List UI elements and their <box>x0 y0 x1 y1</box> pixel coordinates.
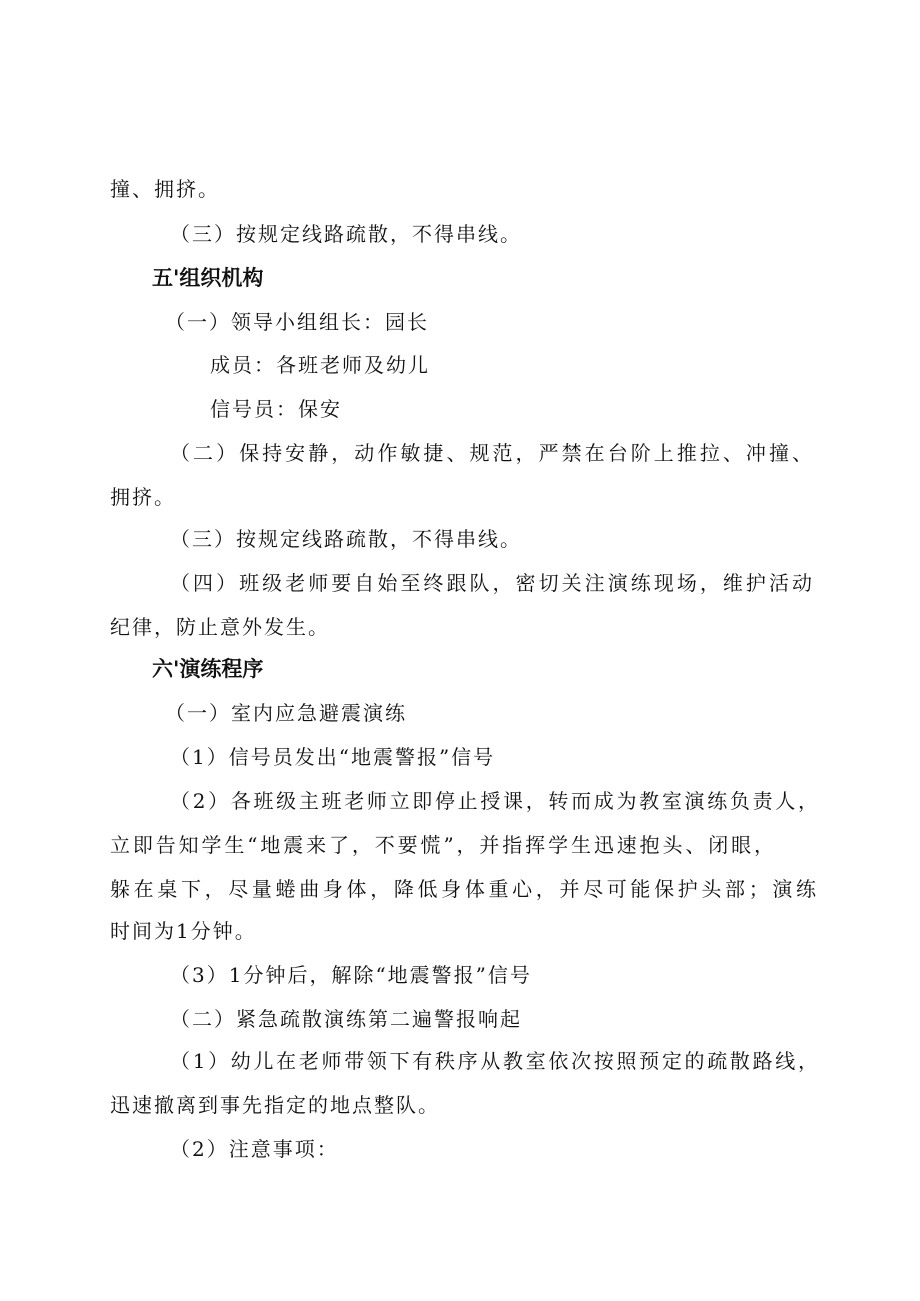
list-item: （二）紧急疏散演练第二遍警报响起 <box>170 1007 522 1031</box>
text-line: 躲在桌下，尽量蜷曲身体，降低身体重心，并尽可能保护头部；演练 <box>110 877 816 901</box>
section-heading-organization: 五'组织机构 <box>152 266 264 290</box>
list-item: （三）按规定线路疏散，不得串线。 <box>170 222 522 246</box>
list-item: （一）室内应急避震演练 <box>165 701 407 725</box>
list-item: （2）注意事项： <box>170 1137 339 1161</box>
list-item: （3）1分钟后，解除“地震警报”信号 <box>170 963 532 987</box>
list-item: （一）领导小组组长：园长 <box>165 310 429 334</box>
section-heading-drill-procedure: 六'演练程序 <box>152 657 264 681</box>
list-item: （四）班级老师要自始至终跟队，密切关注演练现场，维护活动 <box>170 571 812 595</box>
text-line: 迅速撤离到事先指定的地点整队。 <box>110 1093 440 1117</box>
text-line: 撞、拥挤。 <box>110 177 220 201</box>
list-item: （1）信号员发出“地震警报”信号 <box>170 745 496 769</box>
text-line: 成员：各班老师及幼儿 <box>210 353 430 377</box>
list-item: （二）保持安静，动作敏捷、规范，严禁在台阶上推拉、冲撞、 <box>170 441 812 465</box>
text-line: 拥挤。 <box>110 485 176 509</box>
list-item: （三）按规定线路疏散，不得串线。 <box>170 527 522 551</box>
list-item: （2）各班级主班老师立即停止授课，转而成为教室演练负责人， <box>170 789 818 813</box>
text-line: 纪律，防止意外发生。 <box>110 615 330 639</box>
text-line: 信号员：保安 <box>210 397 342 421</box>
text-line: 立即告知学生“地震来了，不要慌”，并指挥学生迅速抱头、闭眼， <box>110 833 774 857</box>
list-item: （1）幼儿在老师带领下有秩序从教室依次按照预定的疏散路线， <box>170 1049 818 1073</box>
text-line: 时间为1分钟。 <box>110 919 257 943</box>
